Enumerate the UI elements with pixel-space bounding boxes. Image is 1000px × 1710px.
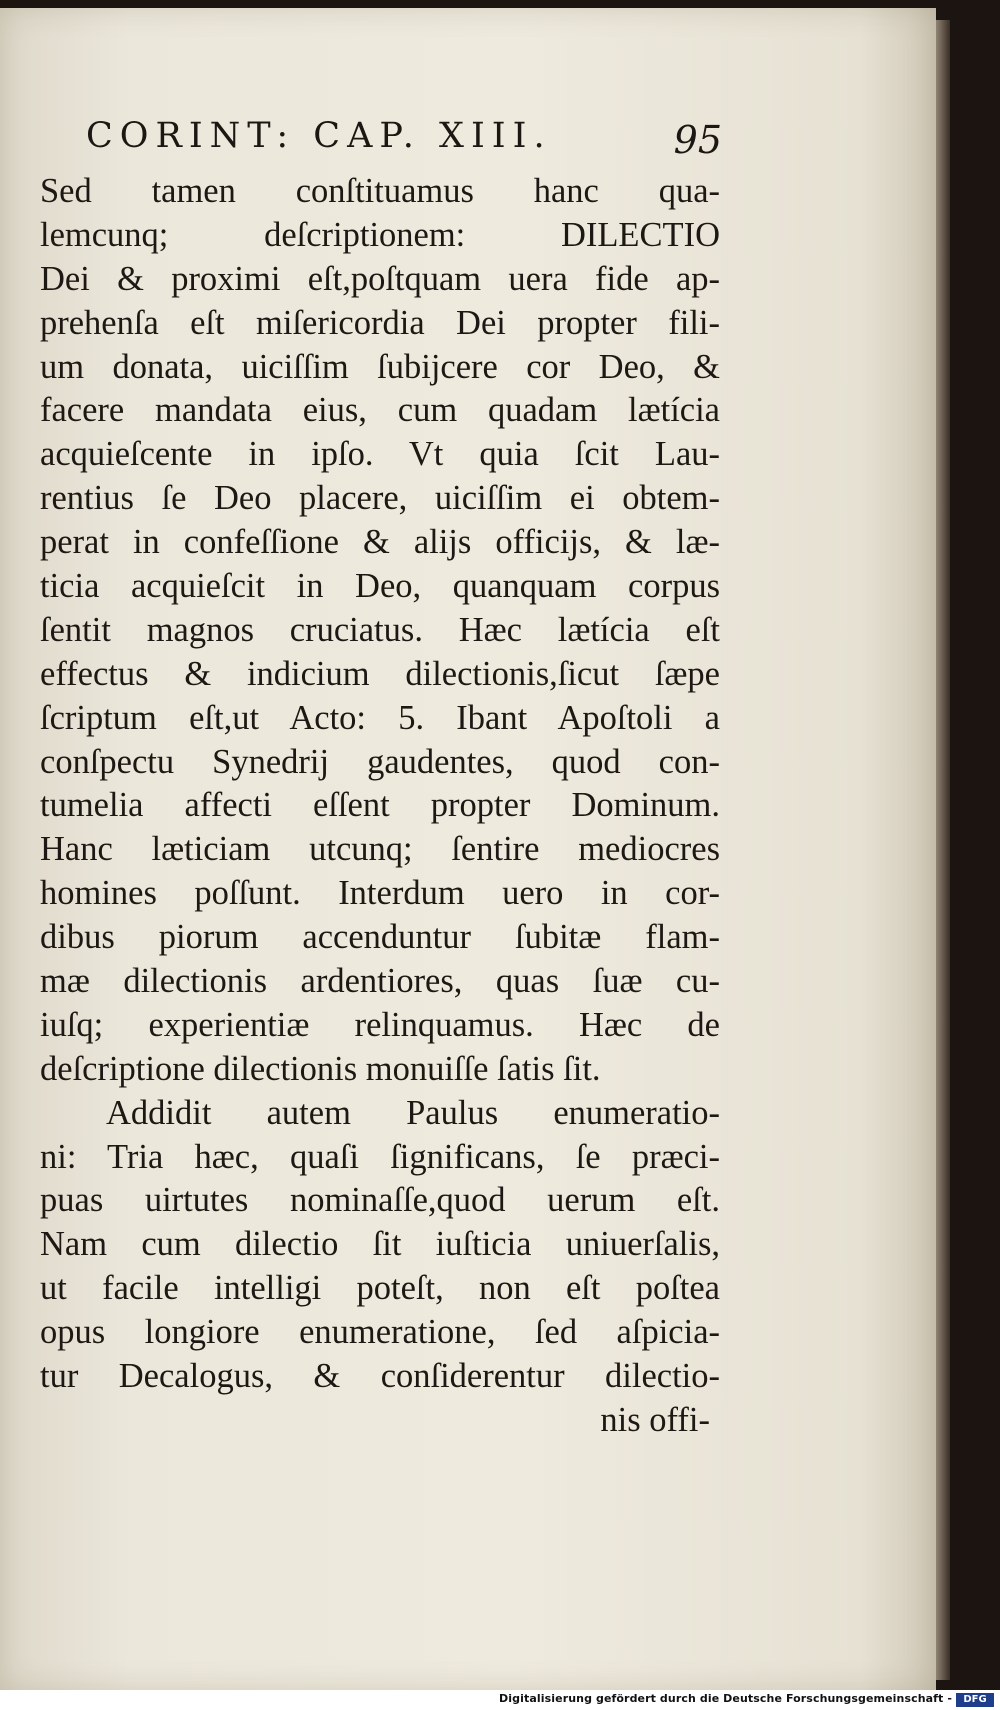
text-line: ni: Tria hæc, quaſi ſignificans, ſe præci- — [40, 1137, 720, 1176]
book-page — [0, 8, 936, 1690]
text-line: homines poſſunt. Interdum uero in cor- — [40, 874, 720, 913]
text-line: opus longiore enumeratione, ſed aſpicia- — [40, 1313, 720, 1352]
text-line: perat in confeſſione & alijs officijs, & læ- — [40, 523, 720, 562]
page-edge — [936, 20, 950, 1680]
text-line: Nam cum dilectio ſit iuſticia uniuerſalis, — [40, 1225, 720, 1264]
text-line: effectus & indicium dilectionis,ſicut ſæpe — [40, 654, 720, 693]
text-line: mæ dilectionis ardentiores, quas ſuæ cu- — [40, 962, 720, 1001]
text-line: ut facile intelligi poteſt, non eſt poſtea — [40, 1269, 720, 1308]
body-text — [40, 170, 720, 1443]
text-line: rentius ſe Deo placere, uiciſſim ei obtem- — [40, 479, 720, 518]
text-line: tumelia affecti eſſent propter Dominum. — [40, 786, 720, 825]
text-line: acquieſcente in ipſo. Vt quia ſcit Lau- — [40, 435, 720, 474]
catchword-line: nis offi- — [600, 1400, 710, 1439]
text-line: dibus piorum accenduntur ſubitæ flam- — [40, 918, 720, 957]
text-line: prehenſa eſt miſericordia Dei propter fili- — [40, 303, 720, 342]
text-line: Dei & proximi eſt,poſtquam uera fide ap- — [40, 259, 720, 298]
text-line: ſcriptum eſt,ut Acto: 5. Ibant Apoſtoli a — [40, 698, 720, 737]
text-line: um donata, uiciſſim ſubijcere cor Deo, & — [40, 347, 720, 386]
text-line: lemcunq; deſcriptionem: DILECTIO — [40, 215, 720, 254]
dfg-logo: DFG — [956, 1693, 994, 1707]
text-line: Addidit autem Paulus enumeratio- — [106, 1093, 720, 1132]
text-line: facere mandata eius, cum quadam lætícia — [40, 391, 720, 430]
text-line: iuſq; experientiæ relinquamus. Hæc de — [40, 1005, 720, 1044]
page-number: 95 — [673, 118, 722, 162]
text-line: Sed tamen conſtituamus hanc qua- — [40, 172, 720, 210]
text-line: conſpectu Synedrij gaudentes, quod con- — [40, 742, 720, 781]
text-line: tur Decalogus, & conſiderentur dilectio- — [40, 1357, 720, 1396]
digitization-credit: Digitalisierung gefördert durch die Deutsche Forschungsgemeinschaft - — [499, 1692, 952, 1705]
text-line: puas uirtutes nominaſſe,quod uerum eſt. — [40, 1181, 720, 1220]
text-line: deſcriptione dilectionis monuiſſe ſatis ſit. — [40, 1049, 601, 1088]
text-line: Hanc læticiam utcunq; ſentire mediocres — [40, 830, 720, 869]
text-line: ſentit magnos cruciatus. Hæc lætícia eſt — [40, 610, 720, 649]
text-line: ticia acquieſcit in Deo, quanquam corpus — [40, 567, 720, 606]
running-head: CORINT: CAP. XIII. — [86, 116, 552, 156]
